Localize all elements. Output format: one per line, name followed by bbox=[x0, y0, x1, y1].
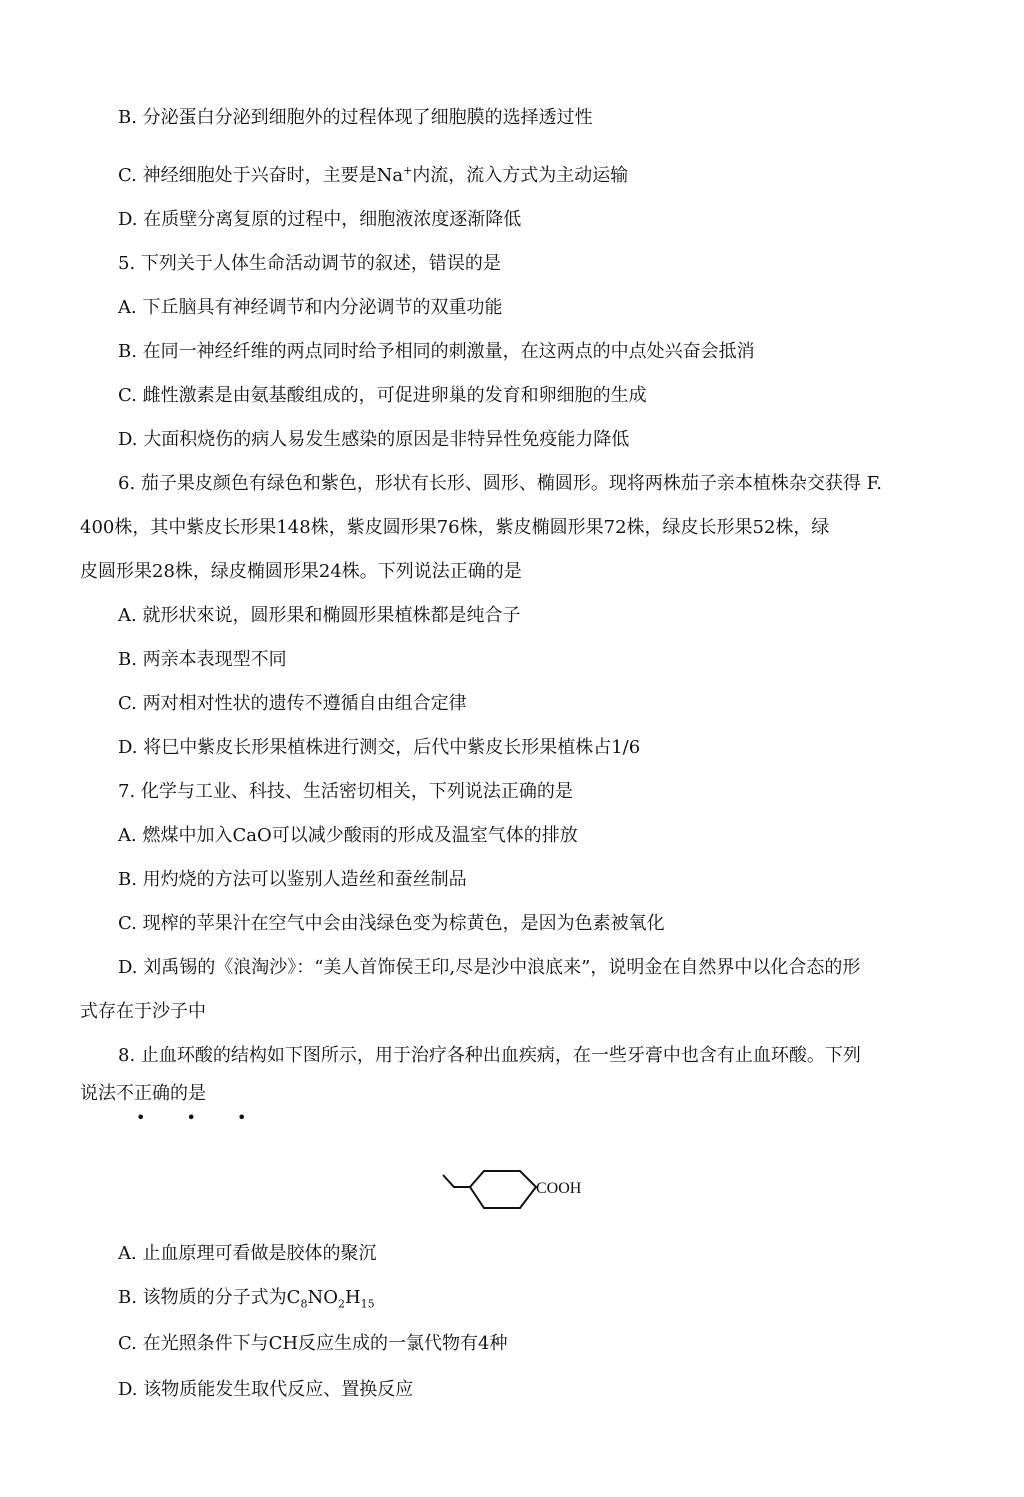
option-b-q6: B. 两亲本表现型不同 bbox=[118, 649, 287, 670]
question-8-line-2: 说法不正确的是 bbox=[80, 1083, 206, 1104]
subscript-2: 2 bbox=[337, 1297, 345, 1311]
option-c-q7: C. 现榨的苹果汁在空气中会由浅绿色变为棕黄色，是因为色素被氧化 bbox=[118, 913, 665, 934]
chemical-structure bbox=[440, 1160, 540, 1220]
option-c-q8: C. 在光照条件下与CH反应生成的一氯代物有4种 bbox=[118, 1333, 508, 1354]
option-b-q7: B. 用灼烧的方法可以鉴别人造丝和蚕丝制品 bbox=[118, 869, 467, 890]
option-d-q6: D. 将巳中紫皮长形果植株进行测交，后代中紫皮长形果植株占1/6 bbox=[118, 737, 641, 758]
question-6-line-3: 皮圆形果28株，绿皮椭圆形果24株。下列说法正确的是 bbox=[80, 561, 522, 582]
question-7: 7. 化学与工业、科技、生活密切相关，下列说法正确的是 bbox=[118, 781, 573, 802]
option-c-q4 bbox=[118, 164, 628, 188]
option-b-q4: B. 分泌蛋白分泌到细胞外的过程体现了细胞膜的选择透过性 bbox=[118, 107, 593, 128]
option-a-q6: A. 就形状來说，圆形果和椭圆形果植株都是纯合子 bbox=[118, 605, 521, 626]
subscript-15: 15 bbox=[360, 1297, 375, 1311]
question-6-line-1: 6. 茄子果皮颜色有绿色和紫色，形状有长形、圆形、椭圆形。现将两株茄子亲本植株杂交获得 F. bbox=[118, 473, 883, 494]
question-8-line-1: 8. 止血环酸的结构如下图所示，用于治疗各种出血疾病，在一些牙膏中也含有止血环酸。下列 bbox=[118, 1045, 861, 1066]
carboxyl-group-label: COOH bbox=[536, 1180, 582, 1197]
option-a-q7: A. 燃煤中加入CaO可以减少酸雨的形成及温室气体的排放 bbox=[118, 825, 578, 846]
option-d-q8: D. 该物质能发生取代反应、置换反应 bbox=[118, 1379, 414, 1400]
formula-h: H bbox=[344, 1287, 361, 1308]
option-b-q8 bbox=[118, 1286, 375, 1310]
question-6-line-2: 400株，其中紫皮长形果148株，紫皮圆形果76株，紫皮椭圆形果72株，绿皮长形果52株，绿 bbox=[80, 517, 830, 538]
option-b-q8-text: B. 该物质的分子式为C bbox=[118, 1287, 301, 1308]
option-c-q6: C. 两对相对性状的遗传不遵循自由组合定律 bbox=[118, 693, 467, 714]
option-b-q5: B. 在同一神经纤维的两点同时给予相同的刺激量，在这两点的中点处兴奋会抵消 bbox=[118, 341, 755, 362]
option-a-q8: A. 止血原理可看做是胶体的聚沉 bbox=[118, 1243, 377, 1264]
option-d-q7-line-1: D. 刘禹锡的《浪淘沙》：“美人首饰侯王印,尽是沙中浪底来”，说明金在自然界中以化合态的形 bbox=[118, 957, 861, 978]
side-chain-bond bbox=[443, 1175, 470, 1187]
emphasis-dots: • • • bbox=[136, 1108, 265, 1127]
option-a-q5: A. 下丘脑具有神经调节和内分泌调节的双重功能 bbox=[118, 297, 503, 318]
option-c-q4-text-end: 内流，流入方式为主动运输 bbox=[412, 165, 629, 186]
superscript-plus: + bbox=[403, 164, 413, 177]
cyclohexane-ring bbox=[470, 1171, 536, 1208]
question-5: 5. 下列关于人体生命活动调节的叙述，错误的是 bbox=[118, 253, 501, 274]
option-d-q7-line-2: 式存在于沙子中 bbox=[80, 1001, 206, 1022]
option-d-q4: D. 在质壁分离复原的过程中，细胞液浓度逐渐降低 bbox=[118, 209, 522, 230]
subscript-8: 8 bbox=[300, 1297, 308, 1311]
option-c-q4-text: C. 神经细胞处于兴奋时，主要是Na bbox=[118, 165, 404, 186]
option-d-q5: D. 大面积烧伤的病人易发生感染的原因是非特异性免疫能力降低 bbox=[118, 429, 630, 450]
option-c-q5: C. 雌性激素是由氨基酸组成的，可促进卵巢的发育和卵细胞的生成 bbox=[118, 385, 647, 406]
formula-no: NO bbox=[307, 1287, 338, 1308]
